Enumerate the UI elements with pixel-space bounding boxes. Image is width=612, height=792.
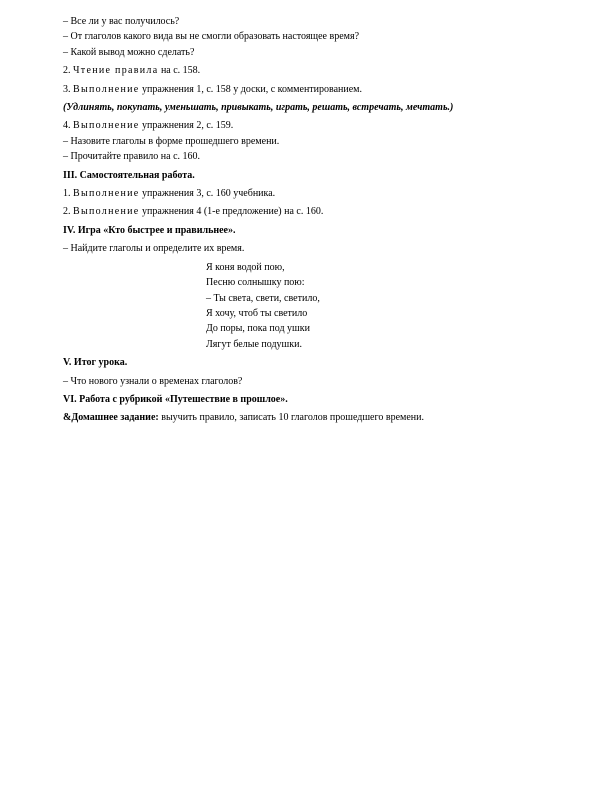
game-prompt: – Найдите глаголы и определите их время. xyxy=(63,243,245,255)
section-heading-6: VI. Работа с рубрикой «Путешествие в прошлое». xyxy=(63,393,288,405)
question-line: – От глаголов какого вида вы не смогли образовать настоящее время? xyxy=(63,31,360,43)
step-term: Чтение правила xyxy=(73,65,159,77)
document-page xyxy=(63,14,563,426)
section-heading-5: V. Итог урока. xyxy=(63,357,128,369)
poem-line: До поры, пока под ушки xyxy=(206,323,310,335)
step-number: 2. xyxy=(63,206,73,218)
section-heading-3: III. Самостоятельная работа. xyxy=(63,169,195,181)
question-line: – Назовите глаголы в форме прошедшего времени. xyxy=(63,135,280,147)
poem-line: Я коня водой пою, xyxy=(206,261,285,273)
step-4 xyxy=(63,118,563,133)
poem-line: Я хочу, чтоб ты светило xyxy=(206,307,308,319)
homework xyxy=(63,410,563,425)
step-number: 4. xyxy=(63,120,73,132)
poem-line: Лягут белые подушки. xyxy=(206,338,302,350)
homework-label: &Домашнее задание: xyxy=(63,412,159,424)
poem xyxy=(63,260,563,352)
step-term: Выполнение xyxy=(73,188,140,200)
step-3-word-list: (Удлинять, покупать, уменьшать, привыкать, играть, решать, встречать, мечтать.) xyxy=(63,102,454,114)
poem-line: – Ты света, свети, светило, xyxy=(206,292,320,304)
step-text: упражнения 3, с. 160 учебника. xyxy=(139,188,276,200)
homework-text: выучить правило, записать 10 глаголов прошедшего времени. xyxy=(158,412,424,424)
step-term: Выполнение xyxy=(73,206,140,218)
question-line: – Какой вывод можно сделать? xyxy=(63,46,195,58)
step-text: упражнения 1, с. 158 у доски, с комментированием. xyxy=(139,83,363,95)
step-text: упражнения 2, с. 159. xyxy=(139,120,234,132)
step-text: на с. 158. xyxy=(158,65,201,77)
step-term: Выполнение xyxy=(73,83,140,95)
task-2 xyxy=(63,204,563,219)
question-line: – Все ли у вас получилось? xyxy=(63,16,180,27)
question-line: – Прочитайте правило на с. 160. xyxy=(63,151,201,163)
step-number: 1. xyxy=(63,188,73,200)
step-3 xyxy=(63,82,563,97)
section-heading-4: IV. Игра «Кто быстрее и правильнее». xyxy=(63,224,236,236)
poem-line: Песню солнышку пою: xyxy=(206,277,305,289)
step-2 xyxy=(63,63,563,78)
step-number: 2. xyxy=(63,65,73,77)
step-text: упражнения 4 (1-е предложение) на с. 160. xyxy=(139,206,324,218)
summary-question: – Что нового узнали о временах глаголов? xyxy=(63,375,243,387)
step-term: Выполнение xyxy=(73,120,140,132)
task-1 xyxy=(63,186,563,201)
step-number: 3. xyxy=(63,83,73,95)
